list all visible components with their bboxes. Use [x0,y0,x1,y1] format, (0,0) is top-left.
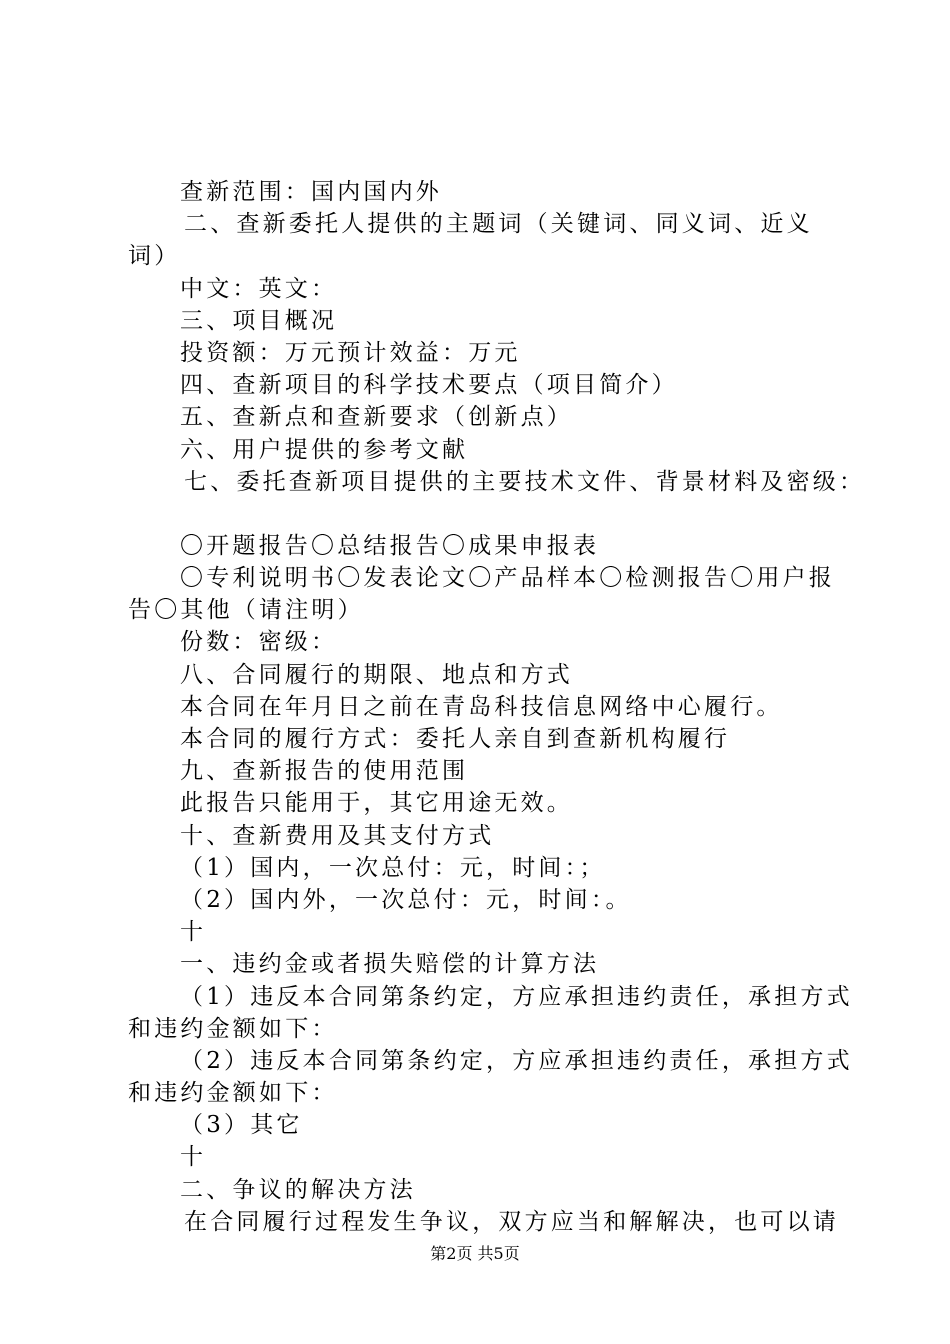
language-line: 中文：英文： [180,275,338,302]
document-body [128,176,866,1238]
section-12-heading: 二、争议的解决方法 [180,1176,416,1203]
breach-item-2-continued: 和违约金额如下： [128,1080,338,1107]
section-7-heading: 七、委托查新项目提供的主要技术文件、背景材料及密级： [184,468,866,495]
section-5-heading: 五、查新点和查新要求（创新点） [180,404,573,431]
documents-option-line-2: 〇专利说明书〇发表论文〇产品样本〇检测报告〇用户报 [180,565,835,592]
report-usage-line: 此报告只能用于，其它用途无效。 [180,790,573,817]
section-2-heading: 二、查新委托人提供的主题词（关键词、同义词、近义 [184,211,813,238]
page-number-footer: 第2页 共5页 [430,1244,520,1263]
fee-international-line: （2）国内外，一次总付：元，时间：。 [180,886,632,913]
dispute-resolution-line: 在合同履行过程发生争议，双方应当和解解决，也可以请 [184,1208,839,1235]
breach-item-1: （1）违反本合同第条约定，方应承担违约责任，承担方式 [180,983,853,1010]
section-4-heading: 四、查新项目的科学技术要点（项目简介） [180,372,678,399]
documents-option-line-1: 〇开题报告〇总结报告〇成果申报表 [180,532,600,559]
scope-line: 查新范围：国内国内外 [180,179,442,205]
fee-domestic-line: （1）国内，一次总付：元，时间：； [180,854,606,881]
section-3-heading: 三、项目概况 [180,307,338,334]
section-11-heading: 一、违约金或者损失赔偿的计算方法 [180,951,600,978]
section-8-heading: 八、合同履行的期限、地点和方式 [180,661,573,688]
breach-item-3: （3）其它 [180,1112,303,1139]
performance-place-line: 本合同在年月日之前在青岛科技信息网络中心履行。 [180,693,783,720]
section-9-heading: 九、查新报告的使用范围 [180,758,469,785]
documents-option-line-2-continued: 告〇其他（请注明） [128,597,364,624]
section-10-heading: 十、查新费用及其支付方式 [180,822,495,849]
section-12-number: 十 [180,1144,207,1171]
copies-classification-line: 份数：密级： [180,629,338,656]
section-11-number: 十 [180,919,207,946]
section-6-heading: 六、用户提供的参考文献 [180,436,469,463]
section-2-heading-continued: 词） [128,243,181,270]
performance-method-line: 本合同的履行方式：委托人亲自到查新机构履行 [180,726,731,752]
investment-line: 投资额：万元预计效益：万元 [180,339,521,366]
blank-spacer [128,498,833,530]
breach-item-1-continued: 和违约金额如下： [128,1015,338,1042]
breach-item-2: （2）违反本合同第条约定，方应承担违约责任，承担方式 [180,1047,853,1074]
